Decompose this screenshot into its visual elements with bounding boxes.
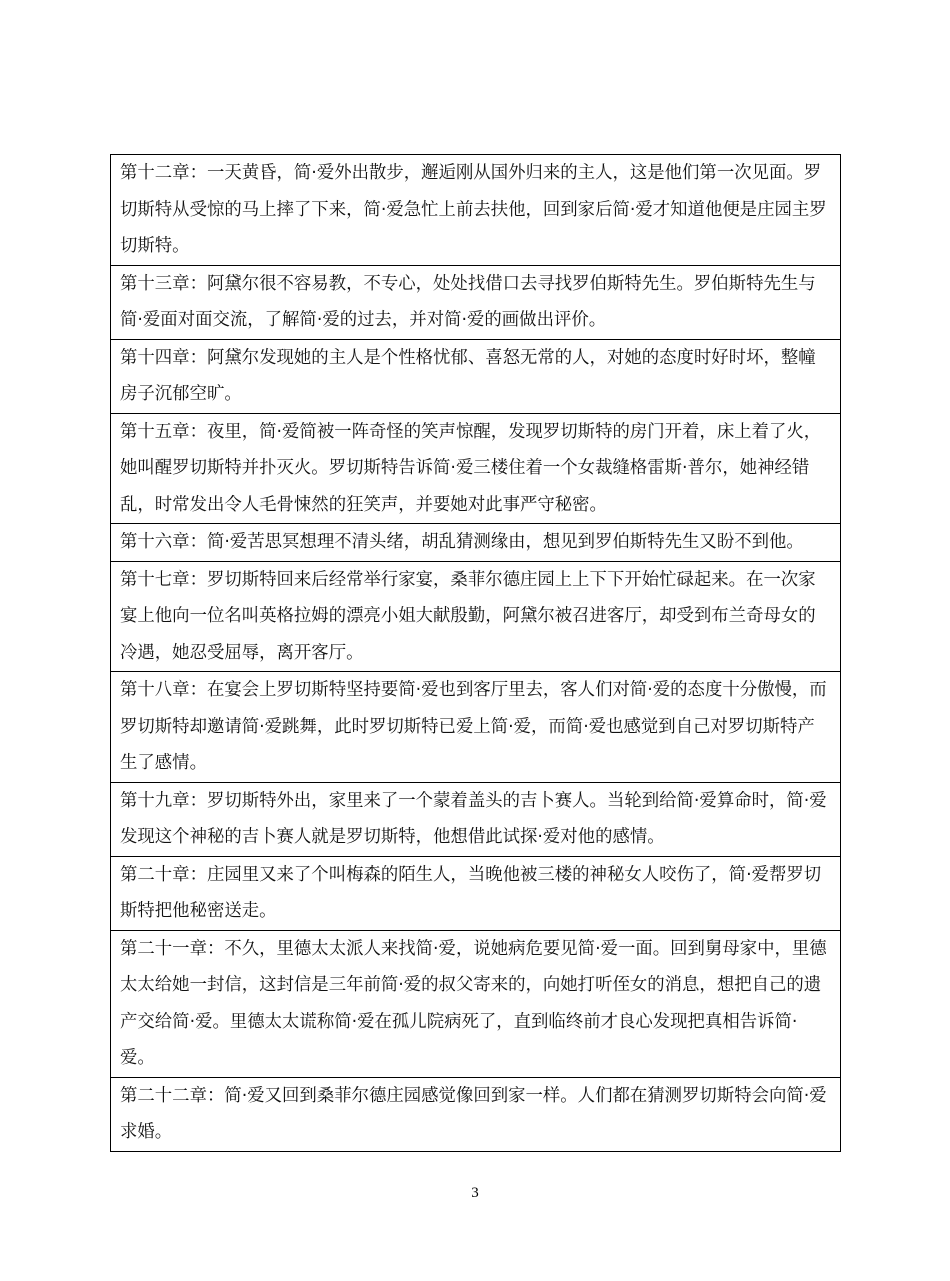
table-row bbox=[111, 1077, 841, 1151]
chapter-21-cell: 第二十一章：不久，里德太太派人来找简·爱，说她病危要见简·爱一面。回到舅母家中，里德太太给她一封信，这封信是三年前简·爱的叔父寄来的，向她打听侄女的消息，想把自己的遗产交给简·爱。里德太太谎称简·爱在孤儿院病死了，直到临终前才良心发现把真相告诉简·爱。 bbox=[111, 930, 841, 1077]
chapter-16-cell: 第十六章：简·爱苦思冥想理不清头绪，胡乱猜测缘由，想见到罗伯斯特先生又盼不到他。 bbox=[111, 524, 841, 562]
chapter-13-cell: 第十三章：阿黛尔很不容易教，不专心，处处找借口去寻找罗伯斯特先生。罗伯斯特先生与简·爱面对面交流，了解简·爱的过去，并对简·爱的画做出评价。 bbox=[111, 265, 841, 339]
chapter-summary-table bbox=[110, 154, 841, 1152]
chapter-19-cell: 第十九章：罗切斯特外出，家里来了一个蒙着盖头的吉卜赛人。当轮到给简·爱算命时，简·爱发现这个神秘的吉卜赛人就是罗切斯特，他想借此试探·爱对他的感情。 bbox=[111, 782, 841, 856]
table-row bbox=[111, 339, 841, 413]
chapter-17-cell: 第十七章：罗切斯特回来后经常举行家宴，桑菲尔德庄园上上下下开始忙碌起来。在一次家宴上他向一位名叫英格拉姆的漂亮小姐大献殷勤，阿黛尔被召进客厅，却受到布兰奇母女的冷遇，她忍受屈辱，离开客厅。 bbox=[111, 561, 841, 672]
page-number: 3 bbox=[471, 1185, 479, 1201]
chapter-20-cell: 第二十章：庄园里又来了个叫梅森的陌生人，当晚他被三楼的神秘女人咬伤了，简·爱帮罗切斯特把他秘密送走。 bbox=[111, 856, 841, 930]
table-row bbox=[111, 672, 841, 783]
chapter-14-cell: 第十四章：阿黛尔发现她的主人是个性格忧郁、喜怒无常的人，对她的态度时好时坏，整幢房子沉郁空旷。 bbox=[111, 339, 841, 413]
chapter-22-cell: 第二十二章：简·爱又回到桑菲尔德庄园感觉像回到家一样。人们都在猜测罗切斯特会向简·爱求婚。 bbox=[111, 1077, 841, 1151]
table-row bbox=[111, 413, 841, 524]
chapter-18-cell: 第十八章：在宴会上罗切斯特坚持要简·爱也到客厅里去，客人们对简·爱的态度十分傲慢，而罗切斯特却邀请简·爱跳舞，此时罗切斯特已爱上简·爱，而简·爱也感觉到自己对罗切斯特产生了感情。 bbox=[111, 672, 841, 783]
table-row bbox=[111, 930, 841, 1077]
table-row bbox=[111, 782, 841, 856]
table-row bbox=[111, 155, 841, 266]
table-row bbox=[111, 561, 841, 672]
table-row bbox=[111, 265, 841, 339]
chapter-12-cell: 第十二章：一天黄昏，简·爱外出散步，邂逅刚从国外归来的主人，这是他们第一次见面。罗切斯特从受惊的马上摔了下来，简·爱急忙上前去扶他，回到家后简·爱才知道他便是庄园主罗切斯特。 bbox=[111, 155, 841, 266]
table-row bbox=[111, 856, 841, 930]
table-row bbox=[111, 524, 841, 562]
chapter-15-cell: 第十五章：夜里，简·爱简被一阵奇怪的笑声惊醒，发现罗切斯特的房门开着，床上着了火，她叫醒罗切斯特并扑灭火。罗切斯特告诉简·爱三楼住着一个女裁缝格雷斯·普尔，她神经错乱，时常发出令人毛骨悚然的狂笑声，并要她对此事严守秘密。 bbox=[111, 413, 841, 524]
